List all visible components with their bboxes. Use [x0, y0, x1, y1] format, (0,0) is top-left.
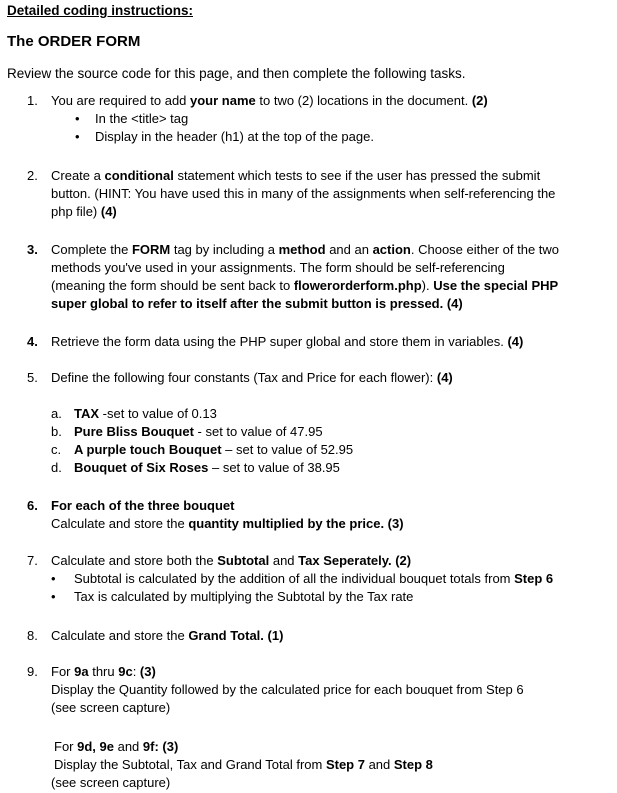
text: Retrieve the form data using the PHP super global and store them in variables.	[51, 334, 508, 349]
item-number: 1.	[27, 93, 38, 108]
text-bold: Bouquet of Six Roses	[74, 460, 209, 475]
text: Calculate and store both the	[51, 553, 218, 568]
text-bold: Step 6	[514, 571, 554, 586]
text: thru	[88, 664, 119, 679]
bullet-icon: •	[51, 571, 56, 586]
text-bold: action	[372, 242, 411, 257]
text: For	[51, 664, 75, 679]
item-number: 3.	[27, 242, 38, 257]
constants-list	[27, 405, 602, 477]
text-bold: Tax Seperately. (2)	[298, 553, 412, 568]
text-bold: method	[278, 242, 326, 257]
text: (meaning the form should be sent back to	[51, 278, 294, 293]
sub-letter: b.	[51, 424, 62, 439]
bullet-icon: •	[75, 129, 80, 144]
text: statement which tests to see if the user has pressed the submit	[173, 168, 541, 183]
text: Display the Subtotal, Tax and Grand Total from	[54, 757, 326, 772]
sub-letter: d.	[51, 460, 62, 475]
text-bold: your name	[190, 93, 256, 108]
list-item-3	[27, 241, 602, 313]
item-number: 9.	[27, 664, 38, 679]
text: and	[364, 757, 394, 772]
bullet-icon: •	[75, 111, 80, 126]
item-number: 2.	[27, 168, 38, 183]
text: – set to value of 38.95	[208, 460, 340, 475]
text-bold: A purple touch Bouquet	[74, 442, 222, 457]
text: to two (2) locations in the document.	[255, 93, 472, 108]
intro-text: Review the source code for this page, and then complete the following tasks.	[7, 66, 466, 81]
list-item-1	[27, 92, 602, 146]
text-bold: For each of the three bouquet	[51, 498, 235, 513]
sub-item	[75, 128, 602, 146]
sub-item	[51, 588, 602, 606]
text: (see screen capture)	[51, 700, 171, 715]
text: tag by including a	[170, 242, 279, 257]
text: – set to value of 52.95	[221, 442, 354, 457]
text: In the <title> tag	[95, 111, 189, 126]
item-number: 6.	[27, 498, 38, 513]
sub-item	[51, 405, 602, 423]
text-bold: FORM	[131, 242, 171, 257]
list-item-4	[27, 333, 602, 351]
text-bold: : (3)	[154, 739, 179, 754]
sub-item	[75, 110, 602, 128]
text-bold: 9a	[74, 664, 89, 679]
text-bold: quantity multiplied by the price. (3)	[188, 516, 404, 531]
list-item-6	[27, 497, 602, 533]
sub-item	[51, 570, 602, 588]
text: methods you've used in your assignments. The form should be self-referencing	[51, 260, 505, 275]
list-item-5	[27, 369, 602, 387]
item-number: 8.	[27, 628, 38, 643]
text: Create a	[51, 168, 105, 183]
item-number: 5.	[27, 370, 38, 385]
text-bold: (4)	[507, 334, 524, 349]
page-title: The ORDER FORM	[7, 33, 141, 50]
detailed-instructions-heading: Detailed coding instructions:	[7, 3, 194, 18]
list-item-7	[27, 552, 602, 606]
text: . Choose either of the two	[410, 242, 560, 257]
text: php file)	[51, 204, 101, 219]
text-bold: (4)	[100, 204, 117, 219]
text: Display in the header (h1) at the top of the page.	[95, 129, 374, 144]
text-bold: Subtotal	[217, 553, 270, 568]
text: -set to value of 0.13	[99, 406, 217, 421]
text-bold: 9d, 9e	[77, 739, 114, 754]
text: Complete the	[51, 242, 132, 257]
text-bold: flowerorderform.php	[293, 278, 422, 293]
text-bold: TAX	[74, 406, 100, 421]
text: button. (HINT: You have used this in many of the assignments when self-referencing the	[51, 186, 556, 201]
text: and an	[325, 242, 373, 257]
text-bold: 9c	[118, 664, 133, 679]
text-bold: Grand Total. (1)	[188, 628, 284, 643]
text: :	[132, 664, 140, 679]
text-bold: (4)	[436, 370, 453, 385]
text-bold: super global to refer to itself after the submit button is pressed. (4)	[51, 296, 463, 311]
text-bold: Step 8	[393, 757, 433, 772]
list-item-9	[27, 663, 602, 717]
text-bold: (3)	[139, 664, 156, 679]
sub-letter: a.	[51, 406, 62, 421]
sub-item	[51, 459, 602, 477]
text: Calculate and store the	[51, 628, 189, 643]
text-bold: Use the special PHP	[433, 278, 559, 293]
list-item-2	[27, 167, 602, 221]
text-bold: (2)	[471, 93, 488, 108]
text: You are required to add	[51, 93, 191, 108]
text-bold: Step 7	[325, 757, 365, 772]
text: Display the Quantity followed by the calculated price for each bouquet from Step 6	[51, 682, 524, 697]
list-item-8	[27, 627, 602, 645]
text: Tax is calculated by multiplying the Subtotal by the Tax rate	[74, 589, 414, 604]
text: Subtotal is calculated by the addition of all the individual bouquet totals from	[74, 571, 515, 586]
text: For	[54, 739, 78, 754]
text: - set to value of 47.95	[193, 424, 323, 439]
text: and	[113, 739, 143, 754]
sub-item	[51, 423, 602, 441]
text: ).	[421, 278, 434, 293]
text: Calculate and store the	[51, 516, 189, 531]
bullet-icon: •	[51, 589, 56, 604]
sub-letter: c.	[51, 442, 62, 457]
text-bold: conditional	[104, 168, 174, 183]
text: Define the following four constants (Tax and Price for each flower):	[51, 370, 437, 385]
list-item-9-part2	[27, 738, 602, 792]
item-number: 7.	[27, 553, 38, 568]
text: (see screen capture)	[51, 775, 171, 790]
text: and	[269, 553, 299, 568]
text-bold: Pure Bliss Bouquet	[74, 424, 194, 439]
sub-item	[51, 441, 602, 459]
item-number: 4.	[27, 334, 38, 349]
text-bold: 9f	[142, 739, 155, 754]
